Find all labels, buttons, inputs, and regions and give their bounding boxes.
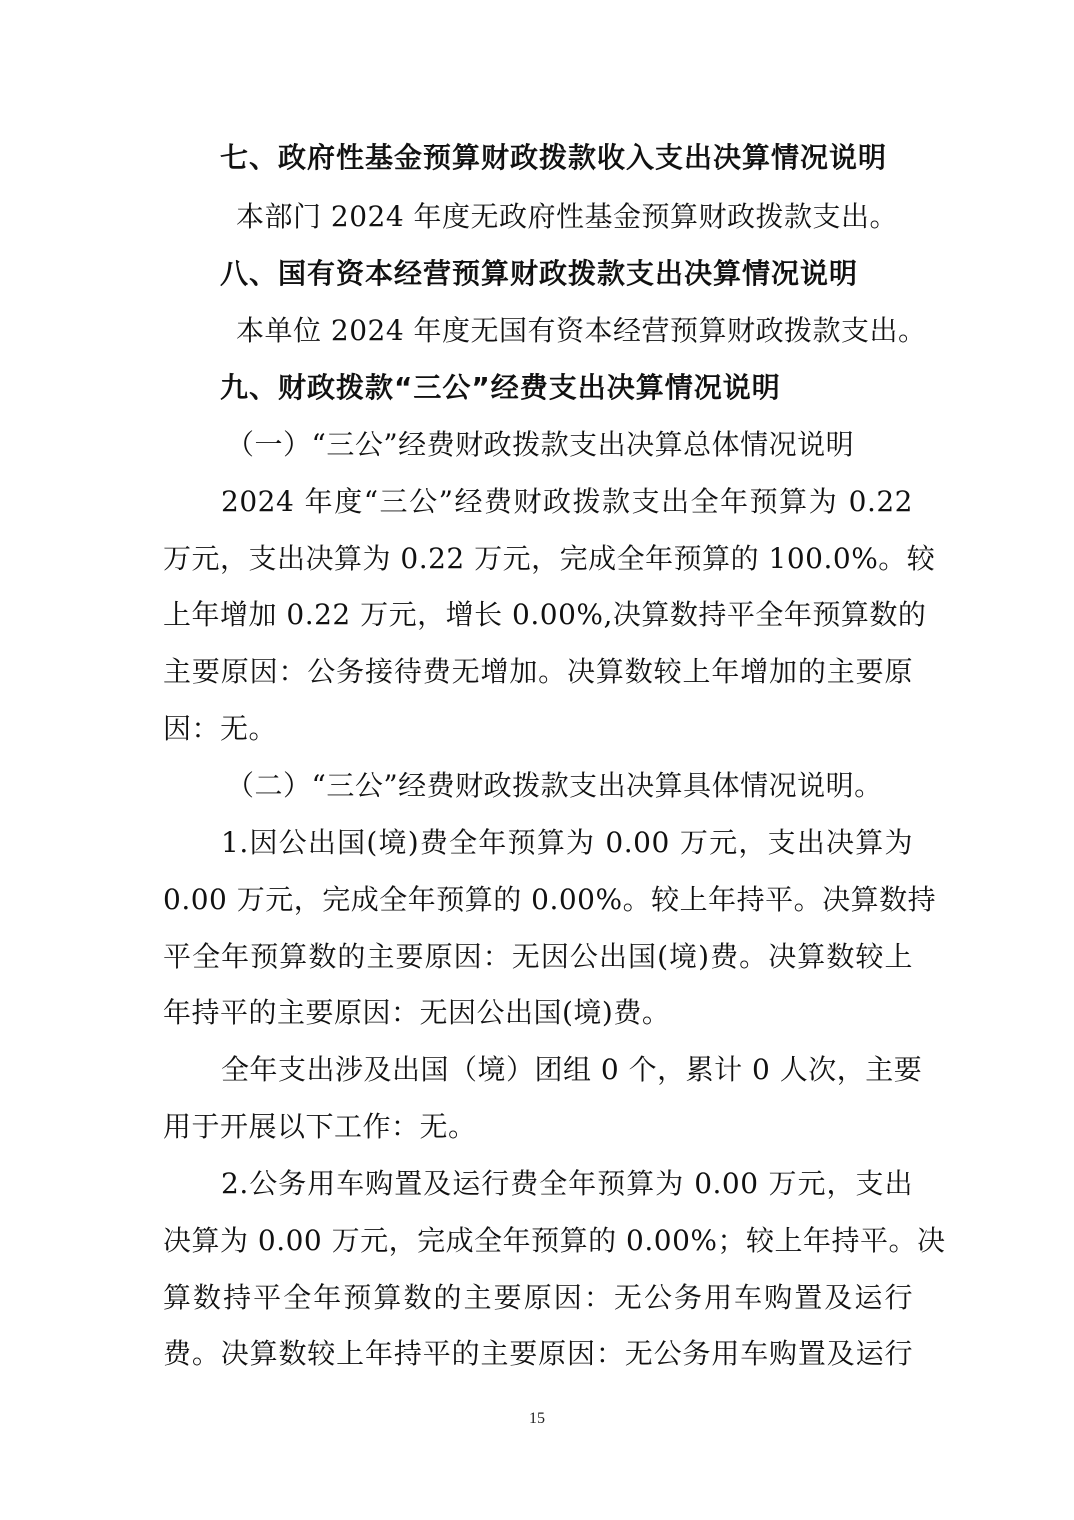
section-7-heading: 七、政府性基金预算财政拨款收入支出决算情况说明	[220, 141, 888, 174]
subsection-2-title: （二）“三公”经费财政拨款支出决算具体情况说明。	[226, 769, 883, 802]
section-8-heading: 八、国有资本经营预算财政拨款支出决算情况说明	[220, 257, 859, 290]
section-8-text: 本单位 2024 年度无国有资本经营预算财政拨款支出。	[236, 314, 927, 347]
paragraph-line: 决算为 0.00 万元，完成全年预算的 0.00%；较上年持平。决	[163, 1224, 946, 1257]
subsection-1-title: （一）“三公”经费财政拨款支出决算总体情况说明	[226, 428, 855, 461]
section-9-heading: 九、财政拨款“三公”经费支出决算情况说明	[220, 371, 781, 404]
subsection-1-line: 万元，支出决算为 0.22 万元，完成全年预算的 100.0%。较	[163, 542, 936, 575]
paragraph-line: 1.因公出国(境)费全年预算为 0.00 万元，支出决算为	[221, 826, 913, 859]
paragraph-line: 平全年预算数的主要原因：无因公出国(境)费。决算数较上	[163, 940, 913, 973]
section-7-text: 本部门 2024 年度无政府性基金预算财政拨款支出。	[236, 200, 899, 233]
paragraph-line: 费。决算数较上年持平的主要原因：无公务用车购置及运行	[163, 1337, 913, 1370]
subsection-1-line: 上年增加 0.22 万元，增长 0.00%,决算数持平全年预算数的	[163, 598, 927, 631]
subsection-1-line: 主要原因：公务接待费无增加。决算数较上年增加的主要原	[163, 655, 913, 688]
paragraph-line: 用于开展以下工作：无。	[163, 1110, 477, 1143]
paragraph-line: 2.公务用车购置及运行费全年预算为 0.00 万元，支出	[221, 1167, 913, 1200]
paragraph-line: 0.00 万元，完成全年预算的 0.00%。较上年持平。决算数持	[163, 883, 937, 916]
paragraph-line: 年持平的主要原因：无因公出国(境)费。	[163, 996, 671, 1029]
subsection-1-line: 因：无。	[163, 712, 278, 745]
page-number: 15	[529, 1410, 545, 1427]
paragraph-line: 全年支出涉及出国（境）团组 0 个，累计 0 人次，主要	[221, 1053, 923, 1086]
subsection-1-line: 2024 年度“三公”经费财政拨款支出全年预算为 0.22	[221, 485, 913, 518]
paragraph-line: 算数持平全年预算数的主要原因：无公务用车购置及运行	[163, 1281, 913, 1314]
